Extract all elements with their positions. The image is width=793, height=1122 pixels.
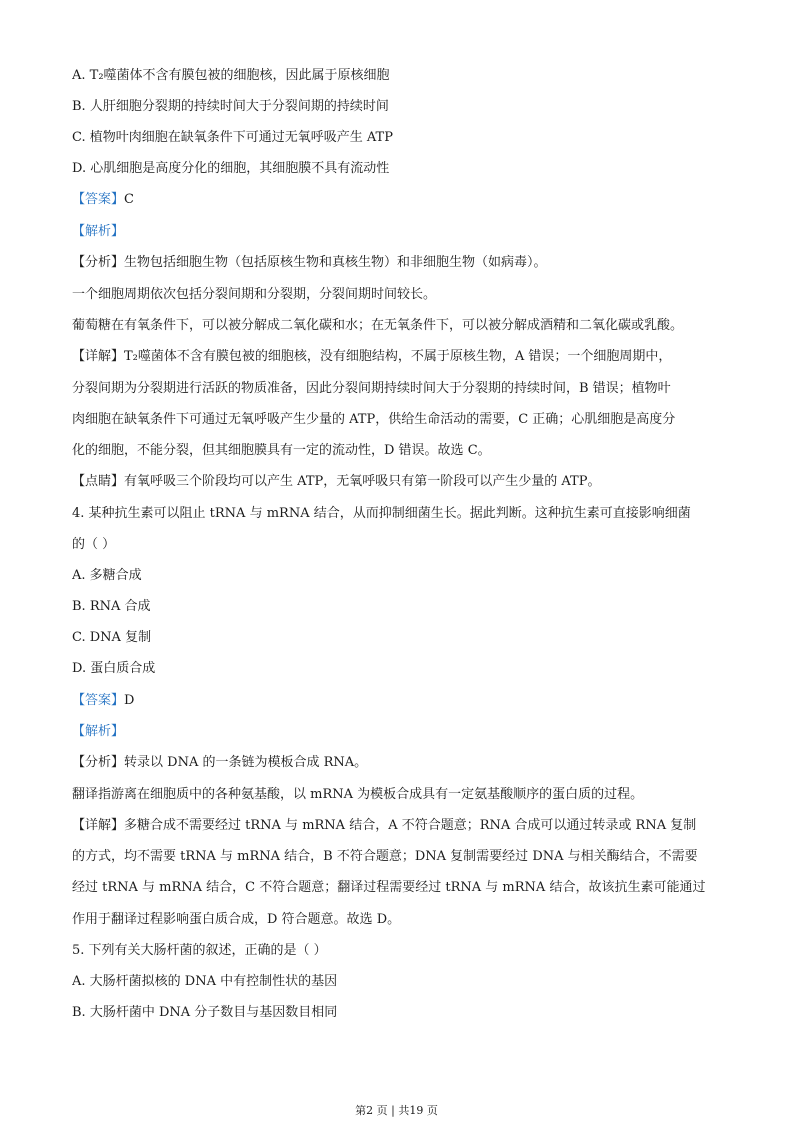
analysis-tag: 【分析】 [72, 255, 125, 270]
q4-detail-line-3: 经过 tRNA 与 mRNA 结合，C 不符合题意；翻译过程需要经过 tRNA 与 mRNA 结合，故该抗生素可能通过 [72, 880, 706, 895]
q3-answer [72, 190, 721, 210]
q3-point [72, 472, 721, 492]
q3-option-a: A. T₂噬菌体不含有膜包被的细胞核，因此属于原核细胞 [72, 68, 390, 83]
q5-option-a: A. 大肠杆菌拟核的 DNA 中有控制性状的基因 [72, 974, 338, 989]
q4-stem-line-1: 4. 某种抗生素可以阻止 tRNA 与 mRNA 结合，从而抑制细菌生长。据此判断。这种抗生素可直接影响细菌 [72, 506, 691, 521]
q4-answer [72, 691, 721, 711]
point-text: 有氧呼吸三个阶段均可以产生 ATP，无氧呼吸只有第一阶段可以产生少量的 ATP。 [124, 474, 601, 489]
q3-detail-line-3: 肉细胞在缺氧条件下可通过无氧呼吸产生少量的 ATP，供给生命活动的需要，C 正确；心肌细胞是高度分 [72, 412, 676, 427]
q4-stem-line-2: 的（ ） [72, 537, 116, 552]
q3-option-d: D. 心肌细胞是高度分化的细胞，其细胞膜不具有流动性 [72, 161, 390, 176]
q5-stem: 5. 下列有关大肠杆菌的叙述，正确的是（ ） [72, 943, 327, 958]
answer-tag: 【答案】 [72, 192, 125, 207]
q4-detail-line-4: 作用于翻译过程影响蛋白质合成，D 符合题意。故选 D。 [72, 912, 401, 927]
q4-option-a: A. 多糖合成 [72, 568, 142, 583]
q4-option-c: C. DNA 复制 [72, 630, 152, 645]
answer-value: D [124, 693, 135, 708]
q3-detail-line-2: 分裂间期为分裂期进行活跃的物质准备，因此分裂间期持续时间大于分裂期的持续时间，B 错误；植物叶 [72, 381, 671, 396]
point-tag: 【点睛】 [72, 474, 125, 489]
jiexi-tag: 【解析】 [72, 224, 125, 239]
jiexi-tag: 【解析】 [72, 724, 125, 739]
answer-value: C [124, 192, 134, 207]
q4-detail-line-2: 的方式，均不需要 tRNA 与 mRNA 结合，B 不符合题意；DNA 复制需要经过 DNA 与相关酶结合，不需要 [72, 849, 698, 864]
q3-analysis-line-2: 一个细胞周期依次包括分裂间期和分裂期，分裂间期时间较长。 [72, 287, 437, 302]
detail-tag: 【详解】 [72, 349, 125, 364]
detail-tag: 【详解】 [72, 818, 125, 833]
analysis-text: 转录以 DNA 的一条链为模板合成 RNA。 [124, 755, 368, 770]
q4-option-d: D. 蛋白质合成 [72, 661, 156, 676]
analysis-text: 生物包括细胞生物（包括原核生物和真核生物）和非细胞生物（如病毒）。 [124, 255, 547, 270]
q3-detail-line-4: 化的细胞，不能分裂，但其细胞膜具有一定的流动性，D 错误。故选 C。 [72, 443, 491, 458]
q3-jiexi [72, 222, 721, 242]
q3-analysis-line-3: 葡萄糖在有氧条件下，可以被分解成二氧化碳和水；在无氧条件下，可以被分解成酒精和二氧化碳或乳酸。 [72, 318, 684, 333]
q3-detail-line-1 [72, 347, 721, 367]
q4-analysis-line-1 [72, 753, 721, 773]
q4-option-b: B. RNA 合成 [72, 599, 151, 614]
detail-text: T₂噬菌体不含有膜包被的细胞核，没有细胞结构，不属于原核生物，A 错误；一个细胞周期中， [124, 349, 672, 364]
q3-option-c: C. 植物叶肉细胞在缺氧条件下可通过无氧呼吸产生 ATP [72, 130, 393, 145]
q3-analysis-line-1 [72, 253, 721, 273]
q5-option-b: B. 大肠杆菌中 DNA 分子数目与基因数目相同 [72, 1005, 338, 1020]
detail-text: 多糖合成不需要经过 tRNA 与 mRNA 结合，A 不符合题意；RNA 合成可以通过转录或 RNA 复制 [124, 818, 697, 833]
page-footer: 第2 页 | 共19 页 [355, 1104, 438, 1117]
answer-tag: 【答案】 [72, 693, 125, 708]
q4-analysis-line-2: 翻译指游离在细胞质中的各种氨基酸，以 mRNA 为模板合成具有一定氨基酸顺序的蛋白质的过程。 [72, 787, 644, 802]
q4-detail-line-1 [72, 816, 721, 836]
analysis-tag: 【分析】 [72, 755, 125, 770]
q4-jiexi [72, 722, 721, 742]
q3-option-b: B. 人肝细胞分裂期的持续时间大于分裂间期的持续时间 [72, 99, 389, 114]
